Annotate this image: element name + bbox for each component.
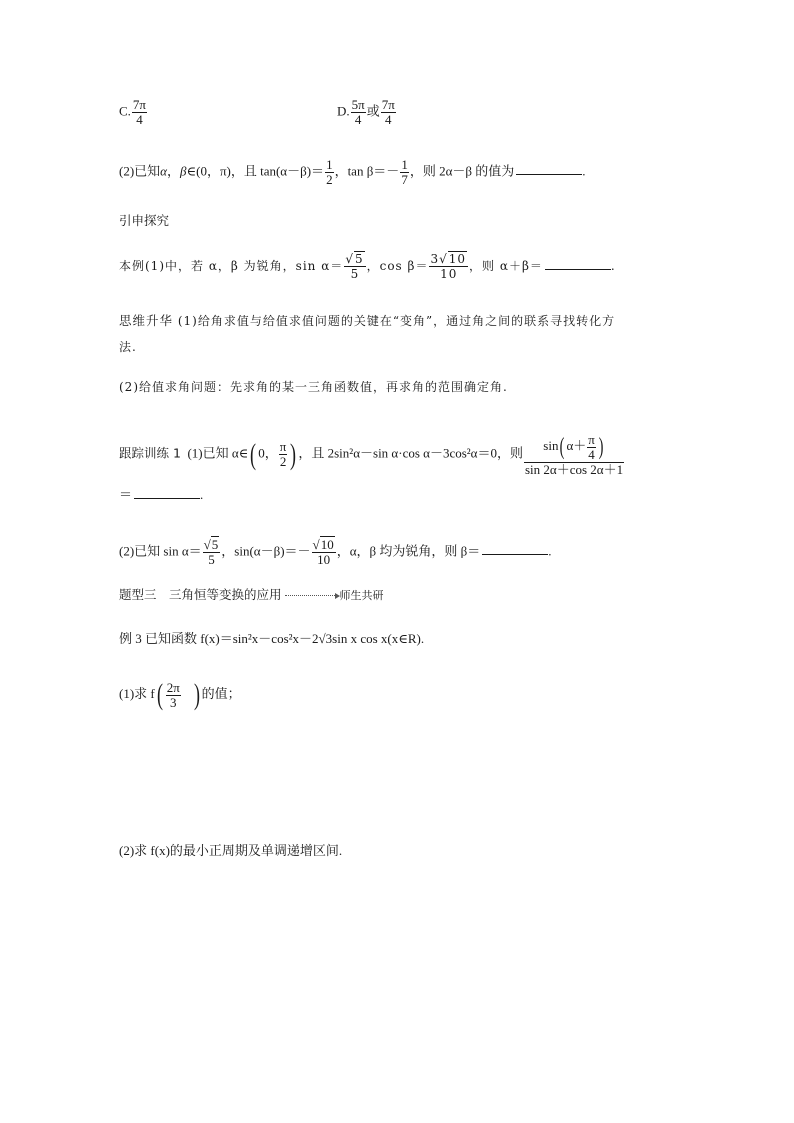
- summary-line-2: 法.: [119, 340, 137, 354]
- option-d: D. $\frac{5\pi}{4}$ 或 $\frac{7\pi}{4}$: [337, 97, 395, 127]
- extend-heading: 引申探究: [119, 213, 170, 228]
- fraction-pi-2: $\frac{\pi}{2}$: [279, 439, 287, 469]
- fraction-1-7: $\frac{1}{7}$: [401, 157, 408, 187]
- type3-heading: 题型三 三角恒等变换的应用 师生共研: [119, 587, 384, 602]
- option-c: C. $\frac{7\pi}{4}$: [119, 97, 146, 127]
- summary-line-1: 思维升华 (1)给角求值与给值求值问题的关键在“变角”，通过角之间的联系寻找转化方: [119, 313, 616, 328]
- fraction-1-2: $\frac{1}{2}$: [326, 157, 333, 187]
- fraction-5pi-4: $\frac{5\pi}{4}$: [351, 97, 365, 127]
- fraction-3sqrt10-10: $\frac{3√10}{10}$: [430, 252, 467, 281]
- extend-question: 本例(1)中，若 α，β 为锐角，sin α＝ $\frac{√5}{5}$ ，cos β＝ $\frac{3√10}{10}$ ，则 α＋β＝ .: [119, 252, 616, 281]
- fraction-7pi-4-d: $\frac{7\pi}{4}$: [381, 97, 395, 127]
- practice-1: 跟踪训练 1 (1)已知 α∈( 0， $\frac{\pi}{2}$ ) ，且 2sin²α－sin α·cos α－3cos²α＝0，则 sin( α＋ $\frac{\pi}{4}$ ) sin 2α＋cos 2α＋1: [119, 431, 624, 477]
- fraction-sqrt5-5: $\frac{√5}{5}$: [345, 252, 364, 281]
- answer-blank: [545, 257, 611, 270]
- summary-line-3: (2)给值求角问题：先求角的某一三角函数值，再求角的范围确定角.: [119, 380, 508, 394]
- example-3: 例 3 已知函数 f(x)＝sin²x－cos²x－2√3sin x cos x(x∈R).: [119, 631, 425, 646]
- dotted-leader: [285, 595, 335, 596]
- fraction-sqrt10-10: $\frac{√10}{10}$: [312, 537, 334, 567]
- fraction-sqrt5-5-b: $\frac{√5}{5}$: [203, 537, 219, 567]
- fraction-2pi-3: $\frac{2\pi}{3}$: [166, 679, 180, 710]
- practice-2: (2)已知 sin α＝ $\frac{√5}{5}$ ，sin(α－β)＝－ $\frac{√10}{10}$ ，α，β 均为锐角，则 β＝ .: [119, 537, 552, 567]
- practice-1-answer: ＝ .: [119, 487, 204, 502]
- fraction-7pi-4: $\frac{7\pi}{4}$: [132, 97, 146, 127]
- answer-blank: [134, 486, 200, 499]
- answer-blank: [482, 542, 548, 555]
- question-2: (2)已知α，β∈(0，π)，且 tan(α－β)＝ $\frac{1}{2}$ ，tan β＝－ $\frac{1}{7}$ ，则 2α－β 的值为 .: [119, 157, 586, 187]
- example-3-q1: (1)求 f( $\frac{2\pi}{3}$ ) 的值；: [119, 678, 241, 711]
- example-3-q2: (2)求 f(x)的最小正周期及单调递增区间.: [119, 843, 343, 858]
- fraction-big: sin( α＋ $\frac{\pi}{4}$ ) sin 2α＋cos 2α＋1: [525, 431, 624, 477]
- answer-blank: [516, 162, 582, 175]
